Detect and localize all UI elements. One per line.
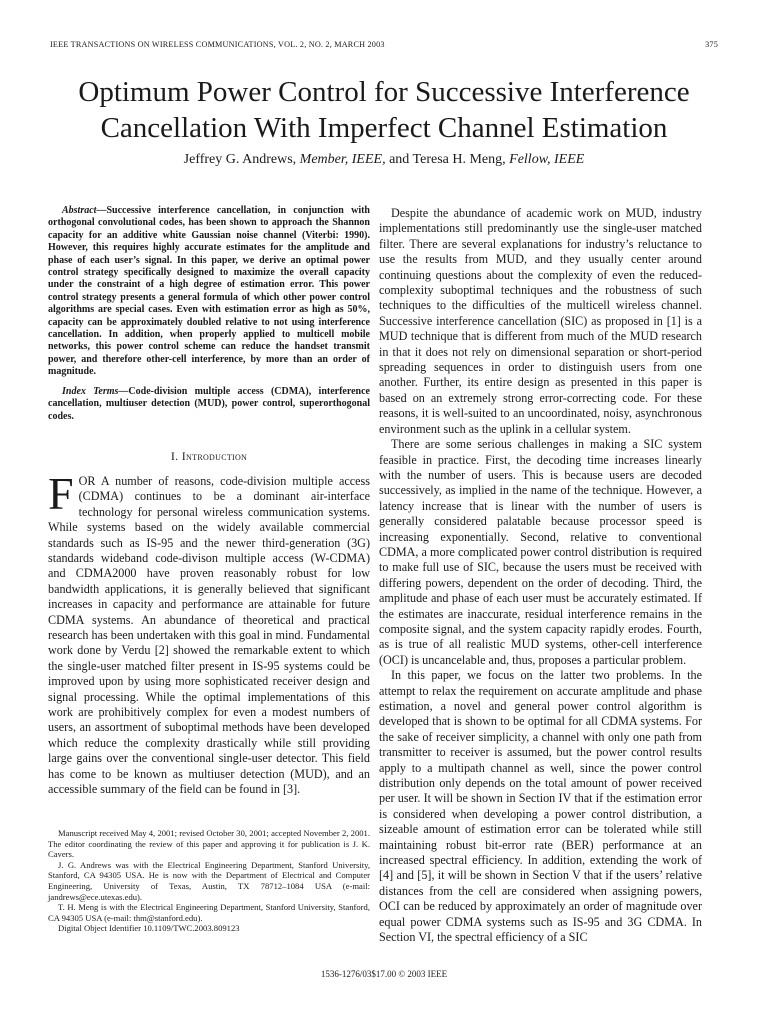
title-line-1: Optimum Power Control for Successive Interference [78,76,690,108]
copyright-footer: 1536-1276/03$17.00 © 2003 IEEE [320,969,448,979]
author-conjunction: and [389,152,410,167]
author-1-name: Jeffrey G. Andrews, [183,152,297,167]
running-header [50,40,718,49]
index-terms-text: Code-division multiple access (CDMA), interference cancellation, multiuser detection (MUD), power control, superorthogonal codes. [48,385,370,422]
intro-paragraph-2: Despite the abundance of academic work on MUD, industry implementations still predominantly use the single-user matched filter. There are several explanations for industry’s reluctance to use the results from MUD, and they usually center around continuing questions about the complexity of even the reduced-complexity suboptimal techniques and the robustness of such techniques to the difficulties of the multicell wireless channel. Successive interference cancellation (SIC) as proposed in [1] is a MUD technique that is different from much of the MUD research in that it does not rely on dimensional separation or short-period spreading sequences in order to distinguish users from one another. Further, its entire design as presented in this paper is based on an extremely strong error-correcting code. For these reasons, it is well-suited to an uncoordinated, noisy, asynchronous environment such as the uplink in a cellular system. [379,206,702,436]
footnote-doi: Digital Object Identifier 10.1109/TWC.2003.809123 [58,923,240,934]
section-title: Introduction [181,448,248,463]
journal-name: IEEE TRANSACTIONS ON WIRELESS COMMUNICATIONS, VOL. 2, NO. 2, MARCH 2003 [50,40,385,49]
author-line [30,152,738,168]
left-column [48,205,370,797]
title-line-2: Cancellation With Imperfect Channel Estimation [100,112,668,144]
index-terms-lead: Index Terms— [62,385,129,397]
intro-paragraph-4: In this paper, we focus on the latter two problems. In the attempt to relax the requirement on accurate amplitude and phase estimation, a novel and general power control algorithm is developed that is shown to be optimal for all CDMA systems. For the sake of receiver simplicity, a channel with only one path from transmitter to receiver is assumed, but the power control results apply to a multipath channel as well, since the power control distribution only depends on the total amount of power received per user. It will be shown in Section IV that if the estimation error is considered when developing a power control distribution, a sizeable amount of estimation error can be tolerated while still maintaining robust bit-error rate (BER) performance at an increased spectral efficiency. In addition, extending the work of [4] and [5], it will be shown in Section V that if the users’ relative distances from the cell are considered when assigning powers, OCI can be reduced by approximately an order of magnitude over equal power CDMA systems such as IS-95 and 3G CDMA. In Section VI, the spectral efficiency of a SIC [379,668,702,945]
section-number: I. [170,448,179,463]
drop-cap: F [48,467,74,519]
index-terms [48,386,370,423]
section-heading [48,449,370,464]
footnote-author-1: J. G. Andrews was with the Electrical Engineering Department, Stanford University, Stanford, CA 94305 USA. He is now with the Department of Electrical and Computer Engineering, University of Texas, Austin, TX 78712–1084 USA (e-mail: jandrews@ece.utexas.edu). [48,859,370,902]
abstract-lead: Abstract— [62,205,107,216]
intro-paragraph-1 [48,467,370,798]
paper-title [30,74,738,146]
footnotes [48,828,370,934]
abstract-text: Successive interference cancellation, in conjunction with orthogonal convolutional codes, has been shown to approach the Shannon capacity for an additive white Gaussian noise channel (Viterbi: 1990). However, this requires highly accurate estimates for the amplitude and phase of each user’s signal. In this paper, we derive an optimal power control strategy specifically designed to maximize the overall capacity under the constraint of a high degree of estimation error. This power control strategy presents a general formula of which other power control algorithms are special cases. Even with estimation error as high as 50%, capacity can be approximately doubled relative to not using interference cancellation. In addition, when properly applied to multicell mobile networks, this power control scheme can reduce the handset transmit power, and therefore other-cell interference, by more than an order of magnitude. [48,205,370,378]
right-column [379,206,702,946]
intro-paragraph-3: There are some serious challenges in making a SIC system feasible in practice. First, the decoding time increases linearly with the number of users. This is because users are decoded successively, as implied in the name of the technique. However, a latency increase that is linear with the number of users is generally considered palatable because processor speed is increasing exponentially. Second, relative to conventional CDMA, a more complicated power control distribution is required to make full use of SIC, because the users must be received with differing powers, dependent on the order of decoding. Third, the amplitude and phase of each user must be accurately estimated. If the estimates are inaccurate, residual interference remains in the composite signal, and the system capacity rapidly erodes. Fourth, as is true of all realistic MUD systems, other-cell interference (OCI) is uncancelable and, thus, proposes a particular problem. [379,437,702,667]
author-1-role: Member, IEEE, [299,152,386,167]
author-2-role: Fellow, IEEE [509,152,585,167]
abstract [48,205,370,379]
footnote-manuscript: Manuscript received May 4, 2001; revised October 30, 2001; accepted November 2, 2001. The editor coordinating the review of this paper and approving it for publication is J. K. Cavers. [48,828,370,860]
page-number: 375 [705,40,718,49]
author-2-name: Teresa H. Meng, [412,152,506,167]
intro-paragraph-1-text: OR A number of reasons, code-division multiple access (CDMA) continues to be a dominant air-interface technology for personal wireless communication systems. While systems based on the widely available commercial standards such as IS-95 and the newer third-generation (3G) standards wideband code-divison multiple access (W-CDMA) and CDMA2000 have proven reasonably robust for low bandwidth applications, it is generally believed that significant increases in capacity and performance are attainable for future CDMA systems. An abundance of theoretical and practical research has been undertaken with this goal in mind. Fundamental work done by Verdu [2] showed the remarkable extent to which the single-user matched filter present in IS-95 systems could be improved upon by using more sophisticated receiver design and signal processing. While the optimal implementations of this work are prohibitively complex for even a modest numbers of users, an assortment of suboptimal methods have been developed which reduce the complexity drastically while still providing large gains over the conventional single-user detector. This field has come to be known as multiuser detection (MUD), and an accessible summary of the field can be found in [3]. [48,473,370,797]
footnote-author-2: T. H. Meng is with the Electrical Engineering Department, Stanford University, Stanford, CA 94305 USA (e-mail: thm@stanford.edu). [48,902,370,923]
